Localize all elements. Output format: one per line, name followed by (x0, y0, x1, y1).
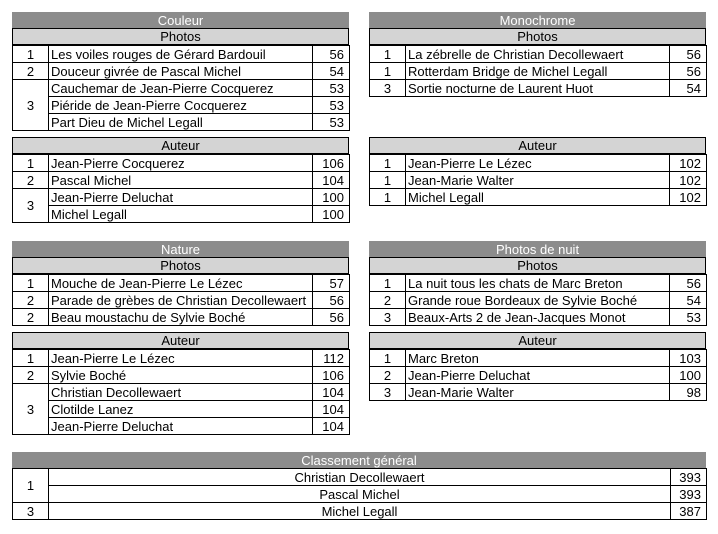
table-row (13, 46, 350, 63)
name-cell: Jean-Pierre Le Lézec (406, 155, 670, 172)
name-cell: Pascal Michel (49, 486, 671, 503)
score-cell: 103 (670, 350, 707, 367)
general-table (12, 468, 706, 520)
score-cell: 106 (313, 367, 350, 384)
name-cell: Jean-Marie Walter (406, 384, 670, 401)
score-cell: 100 (313, 206, 350, 223)
score-cell: 57 (313, 275, 350, 292)
table-row (13, 275, 350, 292)
table-row (13, 384, 350, 401)
score-cell: 104 (313, 172, 350, 189)
rank-cell: 2 (13, 367, 49, 384)
rank-cell: 2 (370, 367, 406, 384)
table-row (370, 350, 707, 367)
name-cell: La zébrelle de Christian Decollewaert (406, 46, 670, 63)
rank-cell: 2 (370, 292, 406, 309)
rank-cell: 1 (370, 155, 406, 172)
score-cell: 56 (313, 292, 350, 309)
table-row (13, 292, 350, 309)
name-cell: Michel Legall (49, 206, 313, 223)
table-row (370, 46, 707, 63)
ranking-table (12, 349, 350, 435)
ranking-table (12, 154, 350, 223)
table-row (13, 80, 350, 97)
rank-cell: 2 (13, 292, 49, 309)
name-cell: Jean-Pierre Deluchat (49, 189, 313, 206)
score-cell: 53 (670, 309, 707, 326)
table-row (370, 155, 707, 172)
score-cell: 102 (670, 155, 707, 172)
table-row (13, 486, 707, 503)
ranking-table (12, 468, 707, 520)
name-cell: Jean-Pierre Cocquerez (49, 155, 313, 172)
score-cell: 102 (670, 189, 707, 206)
name-cell: Sylvie Boché (49, 367, 313, 384)
photos-subtitle: Photos (12, 28, 349, 45)
table-row (13, 503, 707, 520)
photos-table (369, 45, 706, 97)
table-row (13, 367, 350, 384)
name-cell: Cauchemar de Jean-Pierre Cocquerez (49, 80, 313, 97)
name-cell: Michel Legall (406, 189, 670, 206)
rank-cell: 3 (13, 80, 49, 131)
name-cell: Rotterdam Bridge de Michel Legall (406, 63, 670, 80)
ranking-table (369, 45, 707, 97)
rank-cell: 1 (13, 275, 49, 292)
name-cell: Michel Legall (49, 503, 671, 520)
rank-cell: 1 (13, 350, 49, 367)
table-row (13, 206, 350, 223)
table-row (370, 189, 707, 206)
ranking-table (369, 274, 707, 326)
ranking-table (12, 45, 350, 131)
section-title: Nature (12, 241, 349, 257)
score-cell: 112 (313, 350, 350, 367)
name-cell: Pascal Michel (49, 172, 313, 189)
photos-table (12, 45, 349, 131)
auteur-subtitle: Auteur (12, 137, 349, 154)
table-row (370, 309, 707, 326)
name-cell: Beau moustachu de Sylvie Boché (49, 309, 313, 326)
score-cell: 56 (670, 63, 707, 80)
table-row (370, 80, 707, 97)
name-cell: Mouche de Jean-Pierre Le Lézec (49, 275, 313, 292)
name-cell: Beaux-Arts 2 de Jean-Jacques Monot (406, 309, 670, 326)
table-row (13, 97, 350, 114)
table-row (13, 469, 707, 486)
auteur-subtitle: Auteur (12, 332, 349, 349)
score-cell: 53 (313, 97, 350, 114)
rank-cell: 1 (370, 189, 406, 206)
rank-cell: 3 (370, 80, 406, 97)
name-cell: Sortie nocturne de Laurent Huot (406, 80, 670, 97)
name-cell: Part Dieu de Michel Legall (49, 114, 313, 131)
rank-cell: 1 (370, 350, 406, 367)
photos-subtitle: Photos (369, 28, 706, 45)
photos-subtitle: Photos (12, 257, 349, 274)
name-cell: Christian Decollewaert (49, 469, 671, 486)
rank-cell: 3 (13, 503, 49, 520)
photos-table (12, 274, 349, 326)
score-cell: 104 (313, 401, 350, 418)
ranking-table (369, 154, 707, 206)
section-photos-de-nuit (369, 241, 706, 401)
table-row (13, 401, 350, 418)
name-cell: Grande roue Bordeaux de Sylvie Boché (406, 292, 670, 309)
name-cell: Jean-Pierre Deluchat (406, 367, 670, 384)
name-cell: Piéride de Jean-Pierre Cocquerez (49, 97, 313, 114)
ranking-table (369, 349, 707, 401)
score-cell: 393 (671, 486, 707, 503)
score-cell: 106 (313, 155, 350, 172)
auteur-subtitle: Auteur (369, 332, 706, 349)
table-row (13, 114, 350, 131)
photos-subtitle: Photos (369, 257, 706, 274)
score-cell: 100 (670, 367, 707, 384)
score-cell: 102 (670, 172, 707, 189)
table-row (370, 292, 707, 309)
score-cell: 53 (313, 80, 350, 97)
section-title: Classement général (12, 452, 706, 468)
auteur-table (12, 349, 349, 435)
score-cell: 387 (671, 503, 707, 520)
rank-cell: 3 (13, 384, 49, 435)
score-cell: 53 (313, 114, 350, 131)
section-title: Monochrome (369, 12, 706, 28)
table-row (370, 275, 707, 292)
score-cell: 56 (313, 309, 350, 326)
rank-cell: 2 (13, 63, 49, 80)
score-cell: 56 (670, 46, 707, 63)
table-row (13, 418, 350, 435)
score-cell: 54 (670, 80, 707, 97)
score-cell: 100 (313, 189, 350, 206)
auteur-subtitle: Auteur (369, 137, 706, 154)
name-cell: Parade de grèbes de Christian Decollewaert (49, 292, 313, 309)
photos-table (369, 274, 706, 326)
table-row (13, 189, 350, 206)
score-cell: 393 (671, 469, 707, 486)
rank-cell: 1 (13, 46, 49, 63)
table-row (13, 309, 350, 326)
name-cell: Christian Decollewaert (49, 384, 313, 401)
auteur-table (369, 349, 706, 401)
table-row (13, 155, 350, 172)
score-cell: 54 (313, 63, 350, 80)
section-classement-general (12, 452, 706, 520)
name-cell: Les voiles rouges de Gérard Bardouil (49, 46, 313, 63)
score-cell: 98 (670, 384, 707, 401)
table-row (370, 172, 707, 189)
auteur-table (369, 154, 706, 206)
name-cell: Jean-Pierre Deluchat (49, 418, 313, 435)
rank-cell: 1 (370, 172, 406, 189)
rank-cell: 1 (370, 63, 406, 80)
table-row (13, 172, 350, 189)
score-cell: 56 (670, 275, 707, 292)
ranking-table (12, 274, 350, 326)
name-cell: Jean-Marie Walter (406, 172, 670, 189)
section-couleur (12, 12, 349, 223)
section-nature (12, 241, 349, 435)
name-cell: Douceur givrée de Pascal Michel (49, 63, 313, 80)
auteur-table (12, 154, 349, 223)
score-cell: 54 (670, 292, 707, 309)
score-cell: 104 (313, 418, 350, 435)
name-cell: Jean-Pierre Le Lézec (49, 350, 313, 367)
rank-cell: 1 (370, 46, 406, 63)
name-cell: La nuit tous les chats de Marc Breton (406, 275, 670, 292)
table-row (13, 350, 350, 367)
score-cell: 56 (313, 46, 350, 63)
section-title: Couleur (12, 12, 349, 28)
rank-cell: 3 (370, 309, 406, 326)
name-cell: Clotilde Lanez (49, 401, 313, 418)
table-row (13, 63, 350, 80)
rank-cell: 3 (370, 384, 406, 401)
section-title: Photos de nuit (369, 241, 706, 257)
table-row (370, 384, 707, 401)
rank-cell: 1 (13, 469, 49, 503)
rank-cell: 3 (13, 189, 49, 223)
rank-cell: 1 (370, 275, 406, 292)
score-cell: 104 (313, 384, 350, 401)
rank-cell: 2 (13, 309, 49, 326)
table-row (370, 367, 707, 384)
name-cell: Marc Breton (406, 350, 670, 367)
rank-cell: 1 (13, 155, 49, 172)
table-row (370, 63, 707, 80)
rank-cell: 2 (13, 172, 49, 189)
section-monochrome (369, 12, 706, 206)
